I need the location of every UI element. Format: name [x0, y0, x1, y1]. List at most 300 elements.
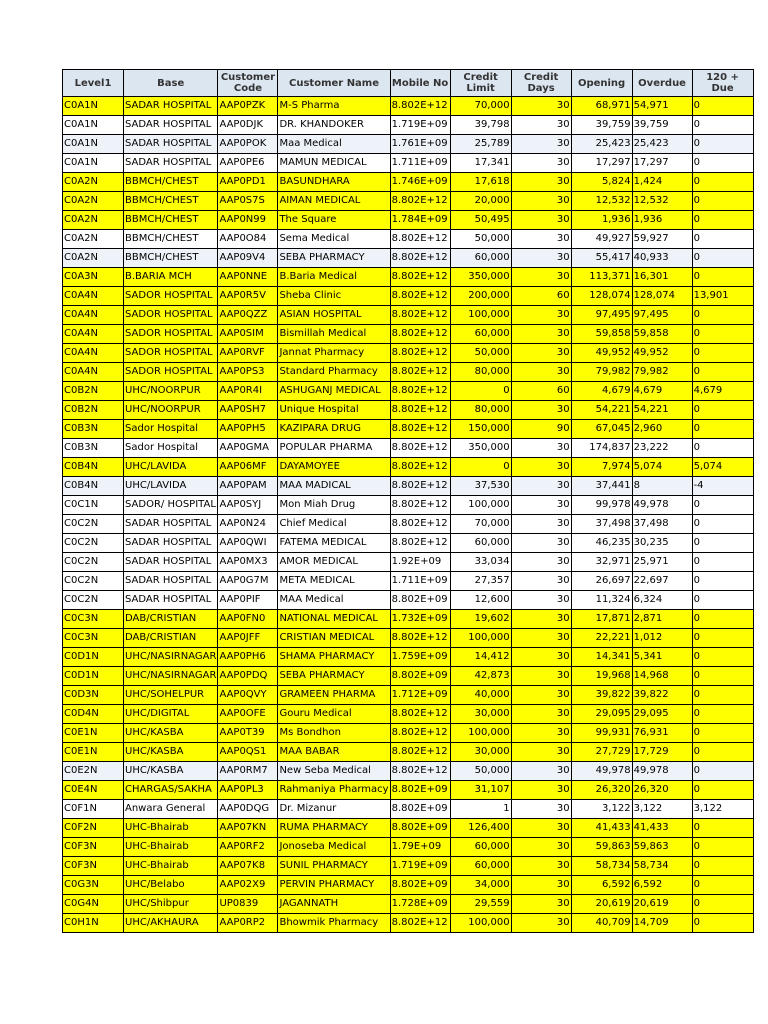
cell-overdue[interactable]: 54,971 [632, 97, 692, 116]
cell-opening[interactable]: 26,320 [571, 781, 632, 800]
cell-mobile-no[interactable]: 8.802E+09 [390, 819, 450, 838]
cell-credit-limit[interactable]: 17,618 [450, 173, 511, 192]
cell-customer-name[interactable]: MAA Medical [278, 591, 390, 610]
cell-customer-name[interactable]: Chief Medical [278, 515, 390, 534]
cell-credit-days[interactable]: 30 [511, 876, 571, 895]
cell-opening[interactable]: 25,423 [571, 135, 632, 154]
cell-credit-limit[interactable]: 14,412 [450, 648, 511, 667]
cell-customer-name[interactable]: Dr. Mizanur [278, 800, 390, 819]
cell-base[interactable]: UHC-Bhairab [124, 857, 218, 876]
cell-customer-name[interactable]: Gouru Medical [278, 705, 390, 724]
cell-base[interactable]: SADAR HOSPITAL [124, 135, 218, 154]
cell-level1[interactable]: C0B4N [63, 477, 124, 496]
cell-credit-limit[interactable]: 60,000 [450, 838, 511, 857]
cell-level1[interactable]: C0A4N [63, 325, 124, 344]
cell-opening[interactable]: 39,759 [571, 116, 632, 135]
cell-credit-limit[interactable]: 42,873 [450, 667, 511, 686]
cell-level1[interactable]: C0E1N [63, 724, 124, 743]
cell-credit-days[interactable]: 30 [511, 610, 571, 629]
cell-overdue[interactable]: 3,122 [632, 800, 692, 819]
cell-120-due[interactable]: 0 [692, 648, 753, 667]
cell-credit-limit[interactable]: 0 [450, 458, 511, 477]
cell-120-due[interactable]: 13,901 [692, 287, 753, 306]
cell-overdue[interactable]: 2,871 [632, 610, 692, 629]
cell-overdue[interactable]: 39,822 [632, 686, 692, 705]
cell-base[interactable]: SADAR HOSPITAL [124, 553, 218, 572]
cell-customer-code[interactable]: AAP0S7S [218, 192, 278, 211]
cell-customer-name[interactable]: JAGANNATH [278, 895, 390, 914]
cell-credit-days[interactable]: 30 [511, 401, 571, 420]
cell-opening[interactable]: 46,235 [571, 534, 632, 553]
cell-mobile-no[interactable]: 1.711E+09 [390, 154, 450, 173]
cell-credit-days[interactable]: 60 [511, 287, 571, 306]
cell-base[interactable]: UHC/Shibpur [124, 895, 218, 914]
cell-credit-limit[interactable]: 50,000 [450, 762, 511, 781]
cell-mobile-no[interactable]: 8.802E+12 [390, 268, 450, 287]
cell-level1[interactable]: C0B2N [63, 382, 124, 401]
cell-opening[interactable]: 174,837 [571, 439, 632, 458]
cell-overdue[interactable]: 26,320 [632, 781, 692, 800]
cell-opening[interactable]: 5,824 [571, 173, 632, 192]
cell-base[interactable]: UHC/KASBA [124, 724, 218, 743]
cell-credit-limit[interactable]: 70,000 [450, 515, 511, 534]
cell-credit-days[interactable]: 30 [511, 838, 571, 857]
cell-base[interactable]: CHARGAS/SAKHA [124, 781, 218, 800]
cell-opening[interactable]: 99,931 [571, 724, 632, 743]
cell-customer-name[interactable]: Jannat Pharmacy [278, 344, 390, 363]
cell-level1[interactable]: C0E1N [63, 743, 124, 762]
column-header-overdue[interactable]: Overdue [632, 70, 692, 97]
cell-customer-name[interactable]: DAYAMOYEE [278, 458, 390, 477]
cell-customer-code[interactable]: AAP0O84 [218, 230, 278, 249]
cell-customer-code[interactable]: AAP0PIF [218, 591, 278, 610]
cell-customer-code[interactable]: AAP0T39 [218, 724, 278, 743]
cell-customer-name[interactable]: AMOR MEDICAL [278, 553, 390, 572]
cell-overdue[interactable]: 14,709 [632, 914, 692, 933]
cell-customer-code[interactable]: AAP0SYJ [218, 496, 278, 515]
cell-customer-code[interactable]: AAP0PH5 [218, 420, 278, 439]
cell-level1[interactable]: C0A2N [63, 211, 124, 230]
cell-base[interactable]: UHC/NASIRNAGAR [124, 648, 218, 667]
cell-120-due[interactable]: 0 [692, 135, 753, 154]
cell-credit-limit[interactable]: 100,000 [450, 629, 511, 648]
column-header-customer-name[interactable]: Customer Name [278, 70, 390, 97]
cell-120-due[interactable]: 0 [692, 743, 753, 762]
cell-level1[interactable]: C0C3N [63, 610, 124, 629]
cell-120-due[interactable]: 0 [692, 116, 753, 135]
column-header-customer-code[interactable]: Customer Code [218, 70, 278, 97]
cell-base[interactable]: BBMCH/CHEST [124, 249, 218, 268]
cell-overdue[interactable]: 58,734 [632, 857, 692, 876]
cell-level1[interactable]: C0D1N [63, 648, 124, 667]
cell-level1[interactable]: C0A2N [63, 230, 124, 249]
cell-120-due[interactable]: 0 [692, 211, 753, 230]
cell-overdue[interactable]: 76,931 [632, 724, 692, 743]
cell-credit-limit[interactable]: 60,000 [450, 534, 511, 553]
cell-overdue[interactable]: 8 [632, 477, 692, 496]
cell-120-due[interactable]: 0 [692, 610, 753, 629]
cell-level1[interactable]: C0G3N [63, 876, 124, 895]
cell-customer-name[interactable]: Standard Pharmacy [278, 363, 390, 382]
cell-opening[interactable]: 41,433 [571, 819, 632, 838]
cell-credit-limit[interactable]: 50,000 [450, 344, 511, 363]
cell-customer-code[interactable]: AAP06MF [218, 458, 278, 477]
cell-overdue[interactable]: 128,074 [632, 287, 692, 306]
cell-customer-code[interactable]: AAP0QVY [218, 686, 278, 705]
cell-overdue[interactable]: 30,235 [632, 534, 692, 553]
cell-level1[interactable]: C0A2N [63, 173, 124, 192]
cell-customer-code[interactable]: AAP0R4I [218, 382, 278, 401]
cell-level1[interactable]: C0C2N [63, 572, 124, 591]
cell-mobile-no[interactable]: 8.802E+12 [390, 477, 450, 496]
cell-overdue[interactable]: 23,222 [632, 439, 692, 458]
cell-level1[interactable]: C0A1N [63, 154, 124, 173]
cell-level1[interactable]: C0C2N [63, 515, 124, 534]
cell-overdue[interactable]: 16,301 [632, 268, 692, 287]
cell-overdue[interactable]: 79,982 [632, 363, 692, 382]
column-header-level1[interactable]: Level1 [63, 70, 124, 97]
cell-customer-code[interactable]: AAP0RVF [218, 344, 278, 363]
cell-credit-limit[interactable]: 100,000 [450, 724, 511, 743]
cell-overdue[interactable]: 25,423 [632, 135, 692, 154]
cell-overdue[interactable]: 1,424 [632, 173, 692, 192]
cell-mobile-no[interactable]: 8.802E+12 [390, 363, 450, 382]
cell-customer-name[interactable]: RUMA PHARMACY [278, 819, 390, 838]
cell-opening[interactable]: 128,074 [571, 287, 632, 306]
cell-base[interactable]: SADAR HOSPITAL [124, 572, 218, 591]
cell-120-due[interactable]: 0 [692, 857, 753, 876]
cell-opening[interactable]: 12,532 [571, 192, 632, 211]
cell-level1[interactable]: C0C3N [63, 629, 124, 648]
cell-overdue[interactable]: 5,074 [632, 458, 692, 477]
cell-opening[interactable]: 14,341 [571, 648, 632, 667]
cell-overdue[interactable]: 17,729 [632, 743, 692, 762]
cell-overdue[interactable]: 6,324 [632, 591, 692, 610]
cell-credit-limit[interactable]: 60,000 [450, 857, 511, 876]
cell-credit-limit[interactable]: 39,798 [450, 116, 511, 135]
cell-customer-code[interactable]: AAP0RM7 [218, 762, 278, 781]
cell-credit-limit[interactable]: 17,341 [450, 154, 511, 173]
cell-credit-days[interactable]: 30 [511, 781, 571, 800]
cell-credit-days[interactable]: 30 [511, 344, 571, 363]
cell-credit-limit[interactable]: 150,000 [450, 420, 511, 439]
cell-120-due[interactable]: 0 [692, 838, 753, 857]
cell-mobile-no[interactable]: 1.746E+09 [390, 173, 450, 192]
cell-120-due[interactable]: 0 [692, 154, 753, 173]
cell-base[interactable]: UHC/NASIRNAGAR [124, 667, 218, 686]
cell-level1[interactable]: C0F3N [63, 838, 124, 857]
cell-opening[interactable]: 7,974 [571, 458, 632, 477]
cell-credit-days[interactable]: 30 [511, 914, 571, 933]
cell-base[interactable]: UHC-Bhairab [124, 838, 218, 857]
cell-base[interactable]: UHC/Belabo [124, 876, 218, 895]
cell-opening[interactable]: 37,498 [571, 515, 632, 534]
cell-credit-limit[interactable]: 100,000 [450, 496, 511, 515]
cell-overdue[interactable]: 49,978 [632, 496, 692, 515]
cell-credit-days[interactable]: 30 [511, 477, 571, 496]
cell-credit-limit[interactable]: 30,000 [450, 743, 511, 762]
cell-customer-name[interactable]: MAA BABAR [278, 743, 390, 762]
cell-customer-name[interactable]: M-S Pharma [278, 97, 390, 116]
cell-mobile-no[interactable]: 1.719E+09 [390, 857, 450, 876]
cell-credit-days[interactable]: 30 [511, 534, 571, 553]
cell-120-due[interactable]: 0 [692, 325, 753, 344]
cell-mobile-no[interactable]: 8.802E+12 [390, 914, 450, 933]
cell-customer-code[interactable]: AAP0R5V [218, 287, 278, 306]
cell-base[interactable]: SADAR HOSPITAL [124, 116, 218, 135]
cell-opening[interactable]: 22,221 [571, 629, 632, 648]
cell-customer-code[interactable]: AAP0SIM [218, 325, 278, 344]
cell-credit-limit[interactable]: 31,107 [450, 781, 511, 800]
cell-opening[interactable]: 49,952 [571, 344, 632, 363]
cell-base[interactable]: UHC/NOORPUR [124, 401, 218, 420]
cell-mobile-no[interactable]: 8.802E+12 [390, 306, 450, 325]
cell-opening[interactable]: 29,095 [571, 705, 632, 724]
cell-opening[interactable]: 79,982 [571, 363, 632, 382]
cell-120-due[interactable]: 0 [692, 306, 753, 325]
cell-customer-code[interactable]: AAP0QWI [218, 534, 278, 553]
cell-customer-code[interactable]: AAP0PH6 [218, 648, 278, 667]
cell-120-due[interactable]: 0 [692, 401, 753, 420]
cell-mobile-no[interactable]: 8.802E+12 [390, 325, 450, 344]
cell-credit-days[interactable]: 30 [511, 515, 571, 534]
cell-base[interactable]: UHC/NOORPUR [124, 382, 218, 401]
cell-customer-code[interactable]: AAP07KN [218, 819, 278, 838]
cell-mobile-no[interactable]: 1.732E+09 [390, 610, 450, 629]
cell-base[interactable]: Anwara General [124, 800, 218, 819]
cell-credit-days[interactable]: 30 [511, 705, 571, 724]
cell-credit-days[interactable]: 30 [511, 249, 571, 268]
cell-credit-days[interactable]: 30 [511, 591, 571, 610]
cell-credit-days[interactable]: 30 [511, 192, 571, 211]
cell-base[interactable]: SADOR HOSPITAL [124, 287, 218, 306]
cell-credit-limit[interactable]: 100,000 [450, 914, 511, 933]
cell-overdue[interactable]: 22,697 [632, 572, 692, 591]
cell-mobile-no[interactable]: 8.802E+12 [390, 515, 450, 534]
cell-credit-days[interactable]: 30 [511, 743, 571, 762]
cell-credit-limit[interactable]: 29,559 [450, 895, 511, 914]
cell-opening[interactable]: 113,371 [571, 268, 632, 287]
cell-base[interactable]: UHC/LAVIDA [124, 477, 218, 496]
cell-customer-code[interactable]: AAP02X9 [218, 876, 278, 895]
cell-level1[interactable]: C0A4N [63, 306, 124, 325]
cell-base[interactable]: UHC/SOHELPUR [124, 686, 218, 705]
cell-customer-name[interactable]: Sema Medical [278, 230, 390, 249]
cell-credit-days[interactable]: 30 [511, 306, 571, 325]
cell-credit-limit[interactable]: 350,000 [450, 439, 511, 458]
cell-opening[interactable]: 20,619 [571, 895, 632, 914]
cell-customer-code[interactable]: AAP0PE6 [218, 154, 278, 173]
cell-mobile-no[interactable]: 8.802E+12 [390, 629, 450, 648]
cell-120-due[interactable]: 0 [692, 496, 753, 515]
cell-120-due[interactable]: 0 [692, 515, 753, 534]
cell-customer-code[interactable]: AAP0N24 [218, 515, 278, 534]
cell-overdue[interactable]: 54,221 [632, 401, 692, 420]
cell-customer-name[interactable]: Mon Miah Drug [278, 496, 390, 515]
cell-120-due[interactable]: 0 [692, 363, 753, 382]
cell-opening[interactable]: 3,122 [571, 800, 632, 819]
cell-credit-limit[interactable]: 350,000 [450, 268, 511, 287]
cell-120-due[interactable]: 4,679 [692, 382, 753, 401]
cell-customer-name[interactable]: PERVIN PHARMACY [278, 876, 390, 895]
cell-customer-code[interactable]: AAP0JFF [218, 629, 278, 648]
cell-customer-code[interactable]: AAP0GMA [218, 439, 278, 458]
cell-credit-days[interactable]: 30 [511, 686, 571, 705]
cell-base[interactable]: BBMCH/CHEST [124, 173, 218, 192]
cell-120-due[interactable]: 0 [692, 819, 753, 838]
cell-level1[interactable]: C0A1N [63, 116, 124, 135]
cell-overdue[interactable]: 40,933 [632, 249, 692, 268]
cell-customer-name[interactable]: SUNIL PHARMACY [278, 857, 390, 876]
cell-opening[interactable]: 54,221 [571, 401, 632, 420]
cell-base[interactable]: DAB/CRISTIAN [124, 629, 218, 648]
cell-base[interactable]: DAB/CRISTIAN [124, 610, 218, 629]
cell-customer-code[interactable]: AAP0RP2 [218, 914, 278, 933]
cell-mobile-no[interactable]: 8.802E+12 [390, 287, 450, 306]
cell-credit-days[interactable]: 30 [511, 553, 571, 572]
cell-credit-days[interactable]: 30 [511, 211, 571, 230]
cell-customer-name[interactable]: Unique Hospital [278, 401, 390, 420]
cell-customer-name[interactable]: Sheba Clinic [278, 287, 390, 306]
cell-level1[interactable]: C0C2N [63, 553, 124, 572]
cell-overdue[interactable]: 37,498 [632, 515, 692, 534]
cell-120-due[interactable]: 0 [692, 553, 753, 572]
cell-credit-days[interactable]: 30 [511, 230, 571, 249]
cell-opening[interactable]: 39,822 [571, 686, 632, 705]
cell-credit-limit[interactable]: 60,000 [450, 325, 511, 344]
cell-credit-days[interactable]: 30 [511, 800, 571, 819]
cell-mobile-no[interactable]: 8.802E+12 [390, 458, 450, 477]
cell-credit-days[interactable]: 90 [511, 420, 571, 439]
cell-overdue[interactable]: 1,012 [632, 629, 692, 648]
column-header-base[interactable]: Base [124, 70, 218, 97]
cell-120-due[interactable]: 0 [692, 781, 753, 800]
cell-mobile-no[interactable]: 8.802E+12 [390, 705, 450, 724]
cell-overdue[interactable]: 2,960 [632, 420, 692, 439]
cell-120-due[interactable]: 0 [692, 230, 753, 249]
cell-customer-name[interactable]: MAMUN MEDICAL [278, 154, 390, 173]
cell-120-due[interactable]: 0 [692, 705, 753, 724]
cell-credit-limit[interactable]: 126,400 [450, 819, 511, 838]
cell-mobile-no[interactable]: 8.802E+12 [390, 439, 450, 458]
cell-customer-name[interactable]: GRAMEEN PHARMA [278, 686, 390, 705]
cell-level1[interactable]: C0A2N [63, 192, 124, 211]
cell-credit-limit[interactable]: 50,000 [450, 230, 511, 249]
cell-base[interactable]: UHC/KASBA [124, 743, 218, 762]
cell-opening[interactable]: 37,441 [571, 477, 632, 496]
column-header-120-due[interactable]: 120 + Due [692, 70, 753, 97]
cell-overdue[interactable]: 59,858 [632, 325, 692, 344]
cell-customer-name[interactable]: The Square [278, 211, 390, 230]
cell-mobile-no[interactable]: 8.802E+09 [390, 781, 450, 800]
cell-credit-days[interactable]: 30 [511, 819, 571, 838]
cell-customer-code[interactable]: AAP09V4 [218, 249, 278, 268]
cell-credit-days[interactable]: 30 [511, 895, 571, 914]
column-header-opening[interactable]: Opening [571, 70, 632, 97]
column-header-credit-days[interactable]: Credit Days [511, 70, 571, 97]
cell-customer-name[interactable]: New Seba Medical [278, 762, 390, 781]
cell-opening[interactable]: 4,679 [571, 382, 632, 401]
cell-customer-code[interactable]: AAP0DQG [218, 800, 278, 819]
cell-120-due[interactable]: 0 [692, 420, 753, 439]
cell-base[interactable]: B.BARIA MCH [124, 268, 218, 287]
cell-opening[interactable]: 49,978 [571, 762, 632, 781]
cell-120-due[interactable]: 0 [692, 173, 753, 192]
cell-120-due[interactable]: 0 [692, 895, 753, 914]
cell-opening[interactable]: 49,927 [571, 230, 632, 249]
cell-overdue[interactable]: 49,978 [632, 762, 692, 781]
cell-customer-code[interactable]: AAP0RF2 [218, 838, 278, 857]
cell-mobile-no[interactable]: 8.802E+09 [390, 591, 450, 610]
cell-level1[interactable]: C0D4N [63, 705, 124, 724]
cell-credit-limit[interactable]: 40,000 [450, 686, 511, 705]
cell-level1[interactable]: C0B2N [63, 401, 124, 420]
cell-credit-days[interactable]: 30 [511, 116, 571, 135]
cell-overdue[interactable]: 6,592 [632, 876, 692, 895]
cell-base[interactable]: SADAR HOSPITAL [124, 534, 218, 553]
cell-overdue[interactable]: 17,297 [632, 154, 692, 173]
cell-customer-name[interactable]: B.Baria Medical [278, 268, 390, 287]
cell-opening[interactable]: 97,495 [571, 306, 632, 325]
cell-credit-days[interactable]: 30 [511, 325, 571, 344]
cell-mobile-no[interactable]: 1.784E+09 [390, 211, 450, 230]
cell-level1[interactable]: C0C2N [63, 534, 124, 553]
cell-overdue[interactable]: 41,433 [632, 819, 692, 838]
cell-overdue[interactable]: 49,952 [632, 344, 692, 363]
cell-customer-name[interactable]: ASIAN HOSPITAL [278, 306, 390, 325]
cell-mobile-no[interactable]: 8.802E+12 [390, 496, 450, 515]
cell-opening[interactable]: 6,592 [571, 876, 632, 895]
cell-mobile-no[interactable]: 1.92E+09 [390, 553, 450, 572]
cell-customer-name[interactable]: AIMAN MEDICAL [278, 192, 390, 211]
cell-credit-limit[interactable]: 0 [450, 382, 511, 401]
cell-120-due[interactable]: 5,074 [692, 458, 753, 477]
cell-customer-name[interactable]: SEBA PHARMACY [278, 249, 390, 268]
cell-mobile-no[interactable]: 1.712E+09 [390, 686, 450, 705]
cell-credit-days[interactable]: 30 [511, 496, 571, 515]
cell-credit-days[interactable]: 30 [511, 762, 571, 781]
cell-120-due[interactable]: 0 [692, 534, 753, 553]
cell-customer-code[interactable]: AAP0OFE [218, 705, 278, 724]
cell-level1[interactable]: C0A3N [63, 268, 124, 287]
cell-customer-name[interactable]: Bhowmik Pharmacy [278, 914, 390, 933]
cell-opening[interactable]: 19,968 [571, 667, 632, 686]
cell-customer-name[interactable]: FATEMA MEDICAL [278, 534, 390, 553]
cell-customer-code[interactable]: UP0839 [218, 895, 278, 914]
cell-credit-limit[interactable]: 34,000 [450, 876, 511, 895]
cell-mobile-no[interactable]: 8.802E+12 [390, 344, 450, 363]
cell-base[interactable]: Sador Hospital [124, 439, 218, 458]
cell-base[interactable]: SADOR/ HOSPITAL [124, 496, 218, 515]
cell-mobile-no[interactable]: 8.802E+12 [390, 534, 450, 553]
cell-120-due[interactable]: -4 [692, 477, 753, 496]
cell-level1[interactable]: C0E2N [63, 762, 124, 781]
cell-credit-days[interactable]: 30 [511, 154, 571, 173]
cell-credit-limit[interactable]: 20,000 [450, 192, 511, 211]
cell-mobile-no[interactable]: 8.802E+12 [390, 762, 450, 781]
cell-level1[interactable]: C0B4N [63, 458, 124, 477]
cell-opening[interactable]: 17,871 [571, 610, 632, 629]
cell-credit-days[interactable]: 30 [511, 439, 571, 458]
cell-credit-days[interactable]: 30 [511, 572, 571, 591]
cell-level1[interactable]: C0F1N [63, 800, 124, 819]
cell-opening[interactable]: 68,971 [571, 97, 632, 116]
cell-mobile-no[interactable]: 1.79E+09 [390, 838, 450, 857]
cell-credit-limit[interactable]: 1 [450, 800, 511, 819]
cell-customer-code[interactable]: AAP0FN0 [218, 610, 278, 629]
cell-credit-days[interactable]: 30 [511, 857, 571, 876]
cell-credit-days[interactable]: 30 [511, 135, 571, 154]
